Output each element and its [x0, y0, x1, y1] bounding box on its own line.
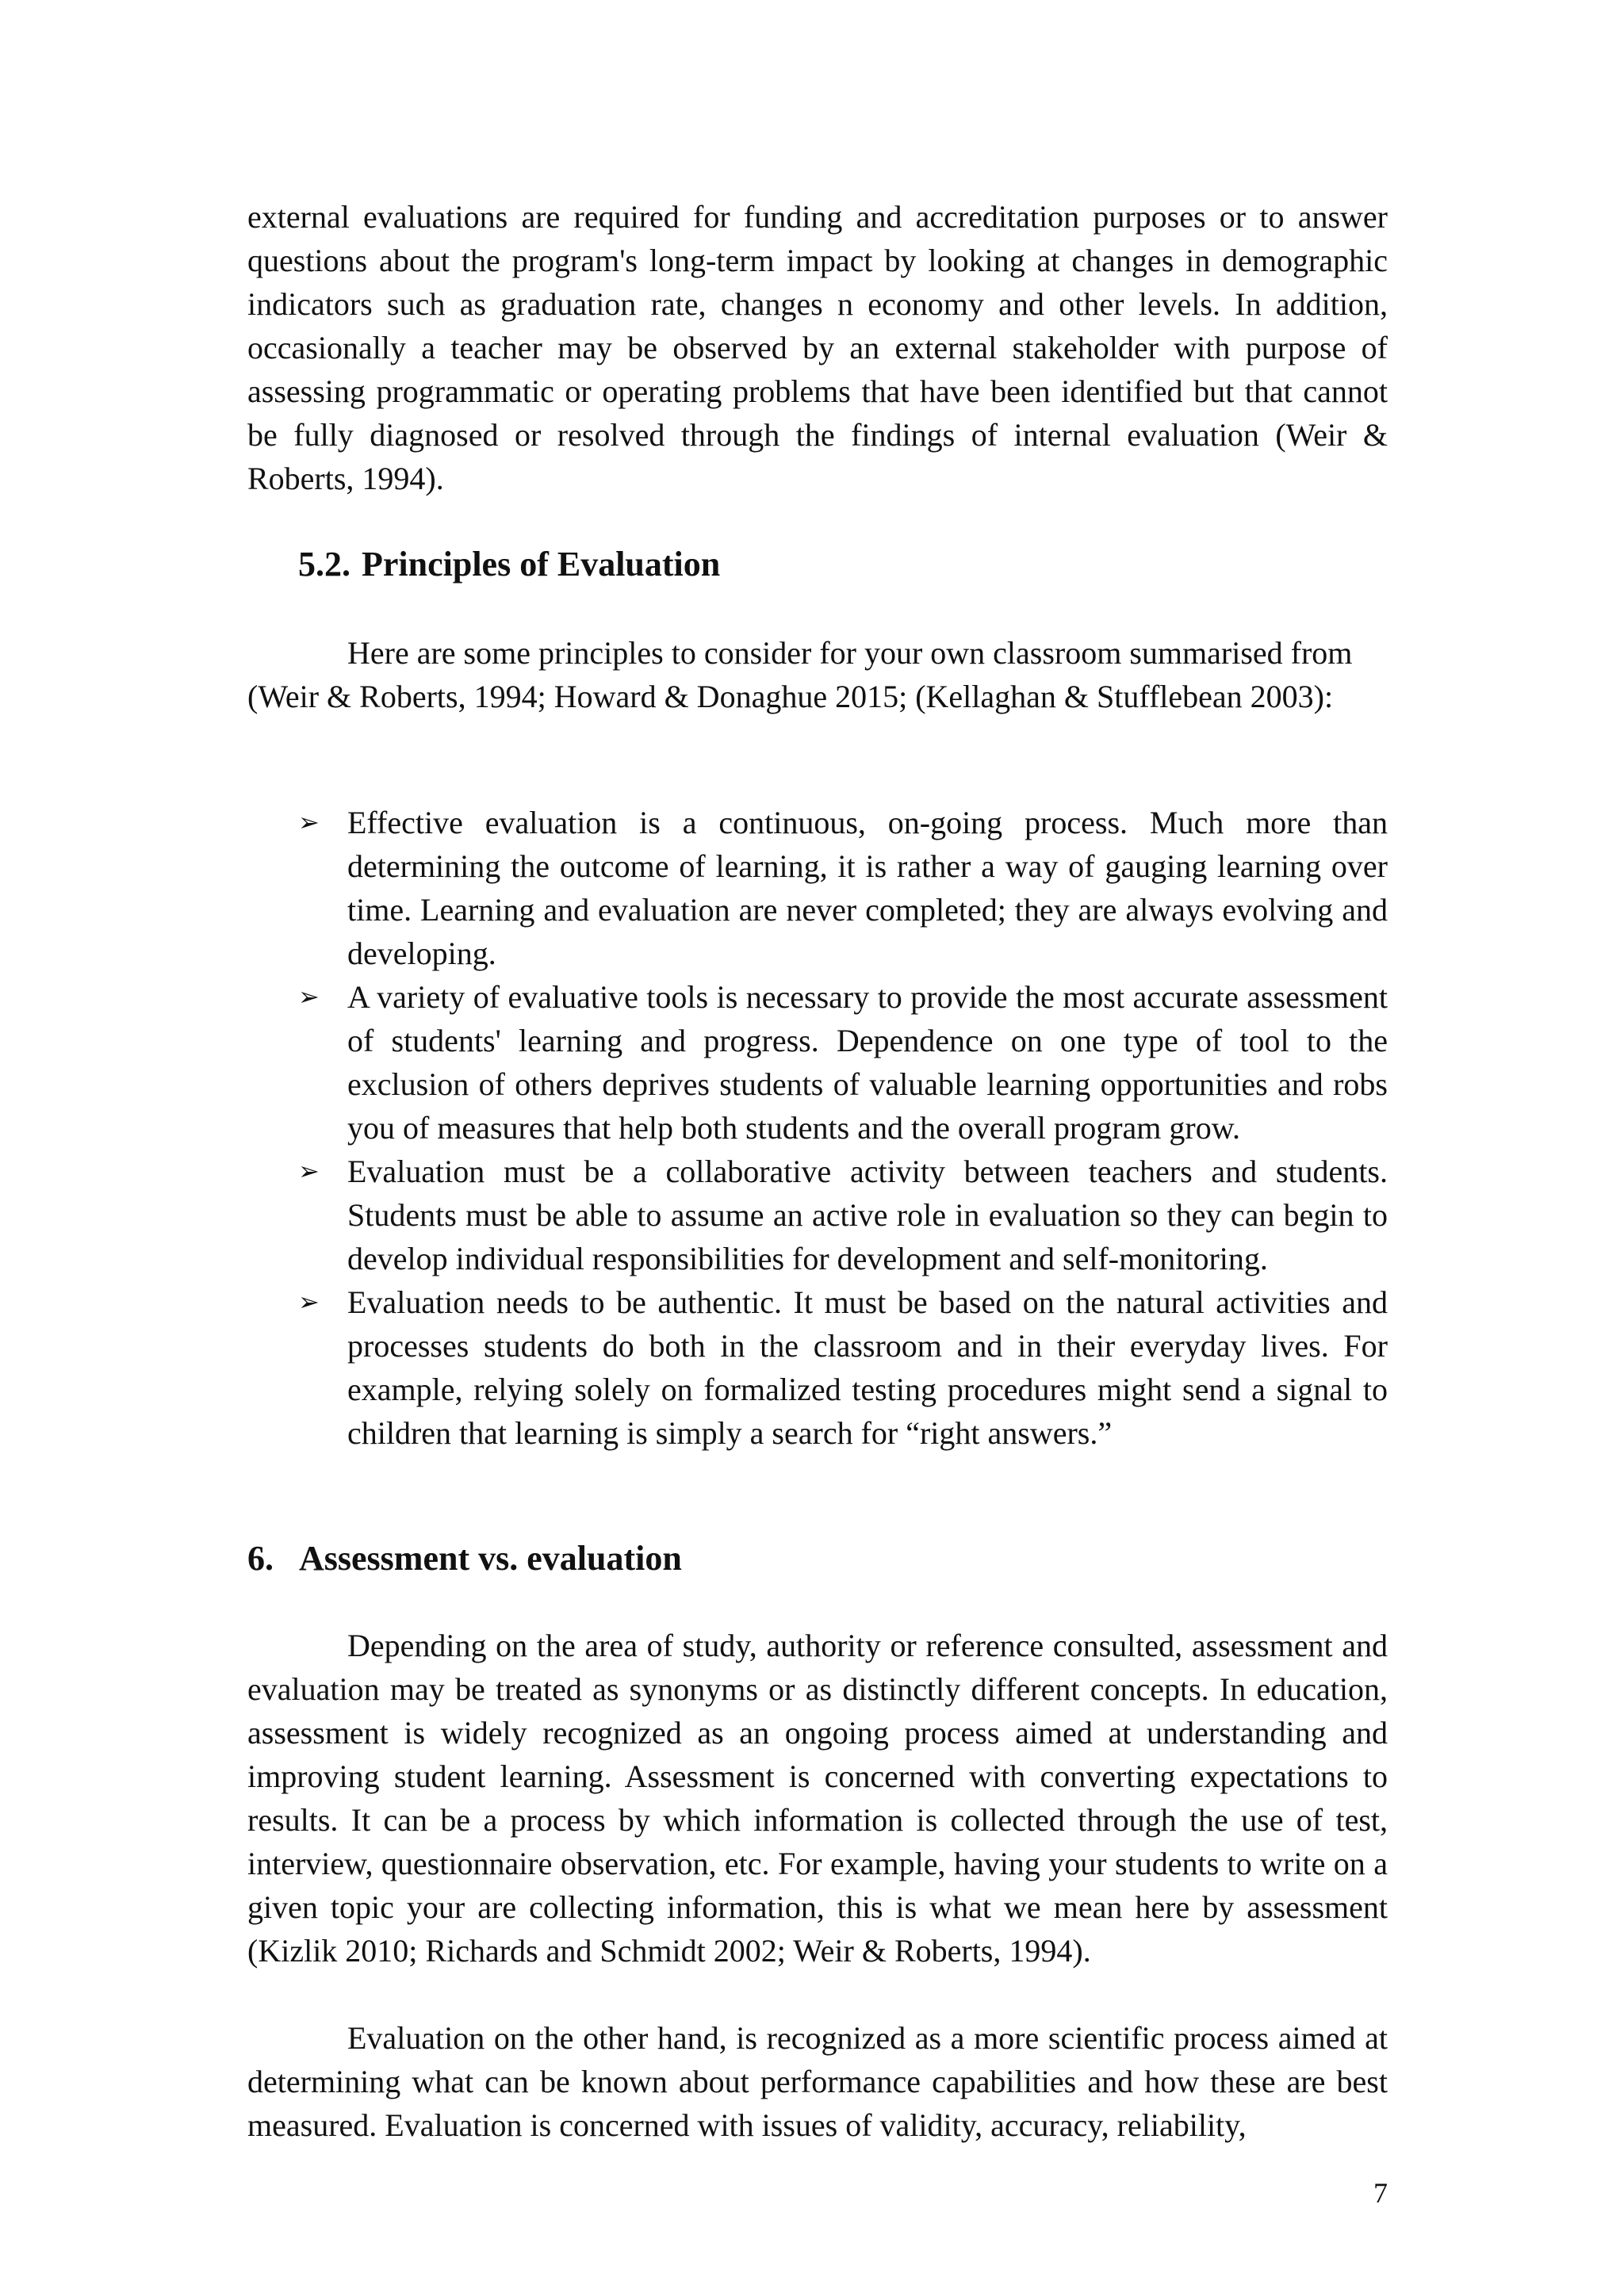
section-title: Principles of Evaluation [362, 545, 721, 584]
list-item-text: Effective evaluation is a continuous, on-going process. Much more than determining the outcome of learning, it is rather a way of gauging learning over time. Learning and evaluation are never completed; they are always evolving and developing. [347, 805, 1388, 971]
evaluation-paragraph: Evaluation on the other hand, is recognized as a more scientific process aimed at determining what can be known about performance capabilities and how these are best measured. Evaluation is concerned with issues of validity, accuracy, reliability, [247, 2020, 1388, 2143]
list-item-text: Evaluation needs to be authentic. It must be based on the natural activities and processes students do both in the classroom and in their everyday lives. For example, relying solely on formalized testing procedures might send a signal to children that learning is simply a search for “right answers.” [347, 1284, 1388, 1451]
section-heading-5-2 [298, 542, 720, 586]
assessment-paragraph: Depending on the area of study, authority or reference consulted, assessment and evaluation may be treated as synonyms or as distinctly different concepts. In education, assessment is widely recognized as an ongoing process aimed at understanding and improving student learning. Assessment is concerned with converting expectations to results. It can be a process by which information is collected through the use of test, interview, questionnaire observation, etc. For example, having your students to write on a given topic your are collecting information, this is what we mean here by assessment (Kizlik 2010; Richards and Schmidt 2002; Weir & Roberts, 1994). [247, 1628, 1388, 1969]
intro-paragraph: external evaluations are required for funding and accreditation purposes or to answer questions about the program's long-term impact by looking at changes in demographic indicators such as graduation rate, changes n economy and other levels. In addition, occasionally a teacher may be observed by an external stakeholder with purpose of assessing programmatic or operating problems that have been identified but that cannot be fully diagnosed or resolved through the findings of internal evaluation (Weir & Roberts, 1994). [247, 199, 1388, 496]
list-item [298, 1150, 1388, 1280]
arrow-bullet-icon: ➢ [298, 807, 320, 837]
arrow-bullet-icon: ➢ [298, 1287, 320, 1317]
list-item-text: Evaluation must be a collaborative activity between teachers and students. Students must be able to assume an active role in evaluation so they can begin to develop individual responsibilities for development and self-monitoring. [347, 1154, 1388, 1276]
principles-list [298, 801, 1388, 1455]
section-title: Assessment vs. evaluation [299, 1539, 682, 1578]
page-number: 7 [1373, 2177, 1388, 2209]
list-item [298, 975, 1388, 1150]
arrow-bullet-icon: ➢ [298, 982, 320, 1012]
section-number: 5.2. [298, 545, 350, 584]
section-number: 6. [247, 1539, 274, 1578]
principles-intro-paragraph: Here are some principles to consider for your own classroom summarised from (Weir & Roberts, 1994; Howard & Donaghue 2015; (Kellaghan & Stufflebean 2003): [247, 635, 1353, 714]
list-item-text: A variety of evaluative tools is necessary to provide the most accurate assessment of students' learning and progress. Dependence on one type of tool to the exclusion of others deprives students of valuable learning opportunities and robs you of measures that help both students and the overall program grow. [347, 979, 1388, 1146]
list-item [298, 801, 1388, 975]
section-heading-6 [247, 1536, 682, 1580]
list-item [298, 1280, 1388, 1455]
arrow-bullet-icon: ➢ [298, 1156, 320, 1186]
